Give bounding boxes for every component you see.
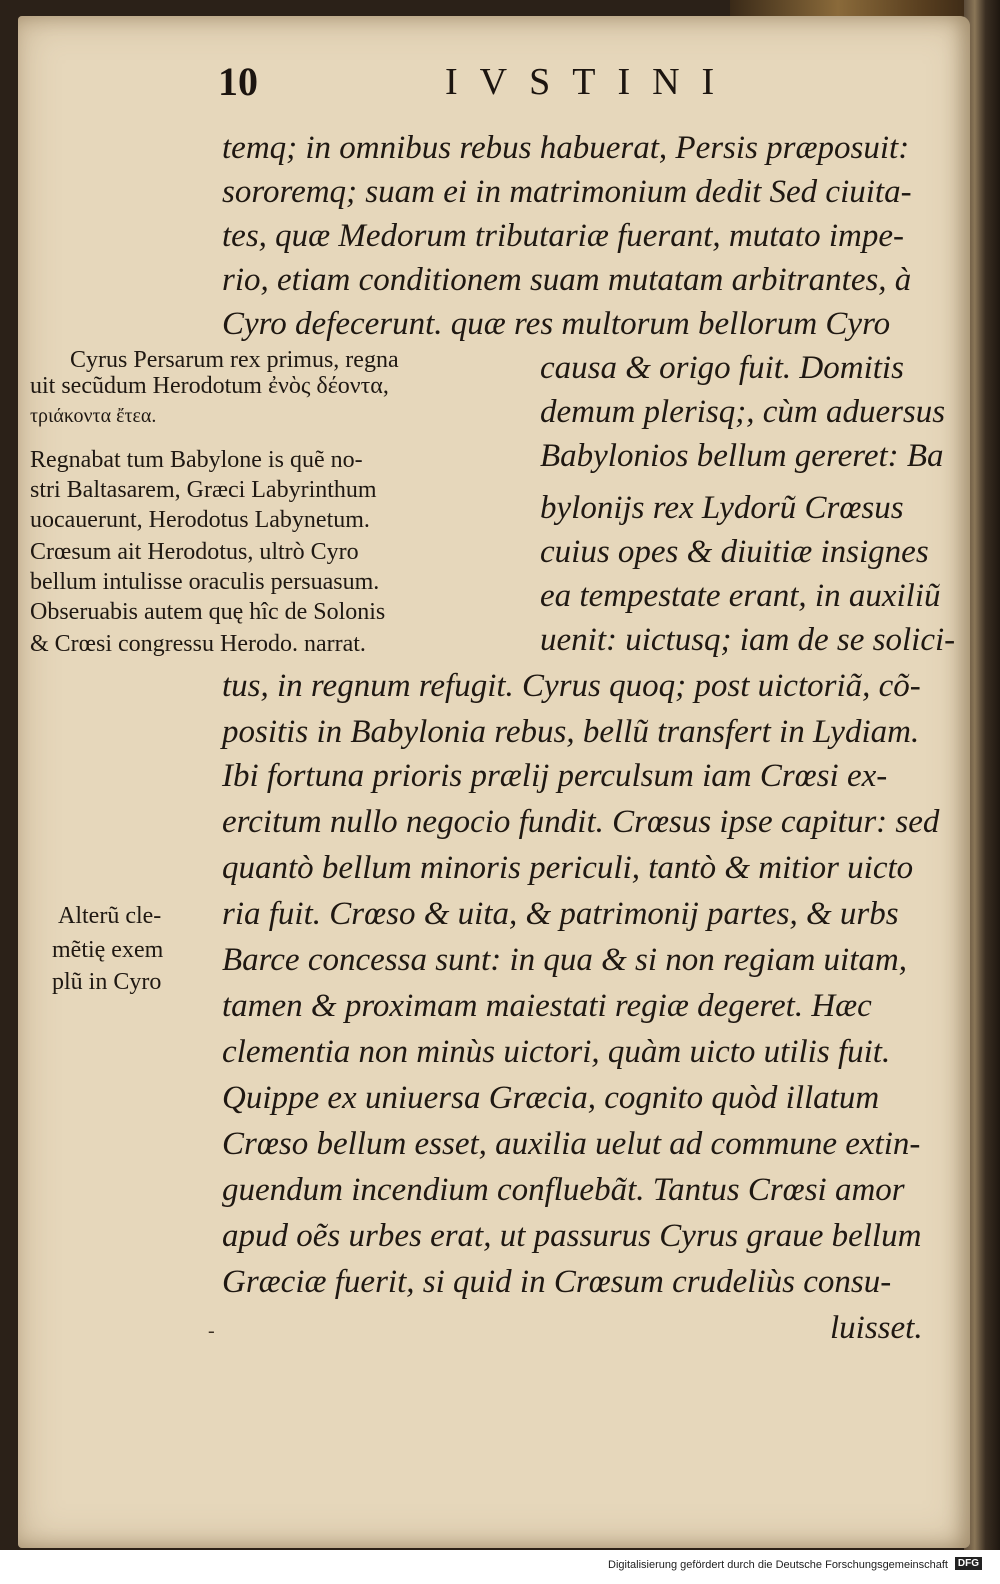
footer-credit: Digitalisierung gefördert durch die Deutsche Forschungsgemeinschaft xyxy=(608,1559,948,1571)
body-line: bylonijs rex Lydorũ Crœsus xyxy=(540,490,904,526)
body-line: clementia non minùs uictori, quàm uicto utilis fuit. xyxy=(222,1034,891,1070)
running-title: IVSTINI xyxy=(445,61,737,103)
marginal-note: τριάκοντα ἔτεα. xyxy=(30,405,157,427)
body-line: positis in Babylonia rebus, bellũ transfert in Lydiam. xyxy=(222,714,920,750)
body-line: quantò bellum minoris periculi, tantò & mitior uicto xyxy=(222,850,914,886)
marginal-note: stri Baltasarem, Græci Labyrinthum xyxy=(30,477,377,503)
marginal-note: Obseruabis autem quę hîc de Solonis xyxy=(30,599,386,625)
body-line: guendum incendium confluebãt. Tantus Crœsi amor xyxy=(222,1172,905,1208)
body-line: luisset. xyxy=(830,1310,923,1346)
body-line: Quippe ex uniuersa Græcia, cognito quòd illatum xyxy=(222,1080,880,1116)
body-line: ria fuit. Crœso & uita, & patrimonij partes, & urbs xyxy=(222,896,899,932)
body-line: demum plerisq;, cùm aduersus xyxy=(540,394,946,430)
marginal-note: Regnabat tum Babylone is quẽ no- xyxy=(30,447,363,473)
body-line: Babylonios bellum gereret: Ba xyxy=(540,438,944,474)
marginal-note: bellum intulisse oraculis persuasum. xyxy=(30,569,380,595)
marginal-note: plũ in Cyro xyxy=(52,969,162,995)
marginal-note: uocauerunt, Herodotus Labynetum. xyxy=(30,507,370,533)
body-line: tamen & proximam maiestati regiæ degeret. Hæc xyxy=(222,988,872,1024)
body-line: ea tempestate erant, in auxiliũ xyxy=(540,578,941,614)
body-line: Græciæ fuerit, si quid in Crœsum crudeliùs consu- xyxy=(222,1264,892,1300)
body-line: causa & origo fuit. Domitis xyxy=(540,350,904,386)
page-number: 10 xyxy=(218,59,258,104)
marginal-note: & Crœsi congressu Herodo. narrat. xyxy=(30,631,366,657)
body-line: tes, quæ Medorum tributariæ fuerant, mutato impe- xyxy=(222,218,904,254)
body-line: rio, etiam conditionem suam mutatam arbitrantes, à xyxy=(222,262,912,298)
marginal-note: Crœsum ait Herodotus, ultrò Cyro xyxy=(30,539,359,565)
body-line: ercitum nullo negocio fundit. Crœsus ipse capitur: sed xyxy=(222,804,940,840)
body-line: uenit: uictusq; iam de se solici- xyxy=(540,622,956,658)
body-line: Crœso bellum esset, auxilia uelut ad commune extin- xyxy=(222,1126,921,1162)
body-line: temq; in omnibus rebus habuerat, Persis præposuit: xyxy=(222,130,910,166)
body-line: Cyro defecerunt. quæ res multorum bellorum Cyro xyxy=(222,306,891,342)
dfg-logo: DFG xyxy=(955,1557,982,1570)
marginal-note: Alterũ cle- xyxy=(58,903,162,929)
marginal-note: uit secũdum Herodotum ἐνὸς δέοντα, xyxy=(30,373,389,399)
body-line: Ibi fortuna prioris prælij perculsum iam Crœsi ex- xyxy=(222,758,888,794)
marginal-note: Cyrus Persarum rex primus, regna xyxy=(70,347,399,373)
body-line: Barce concessa sunt: in qua & si non regiam uitam, xyxy=(222,942,907,978)
body-line: cuius opes & diuitiæ insignes xyxy=(540,534,929,570)
body-line: apud oẽs urbes erat, ut passurus Cyrus graue bellum xyxy=(222,1218,922,1254)
marginal-note: mẽtię exem xyxy=(52,937,164,963)
dash-mark: - xyxy=(208,1320,215,1342)
body-line: sororemq; suam ei in matrimonium dedit Sed ciuita- xyxy=(222,174,912,210)
body-line: tus, in regnum refugit. Cyrus quoq; post uictoriã, cõ- xyxy=(222,668,921,704)
